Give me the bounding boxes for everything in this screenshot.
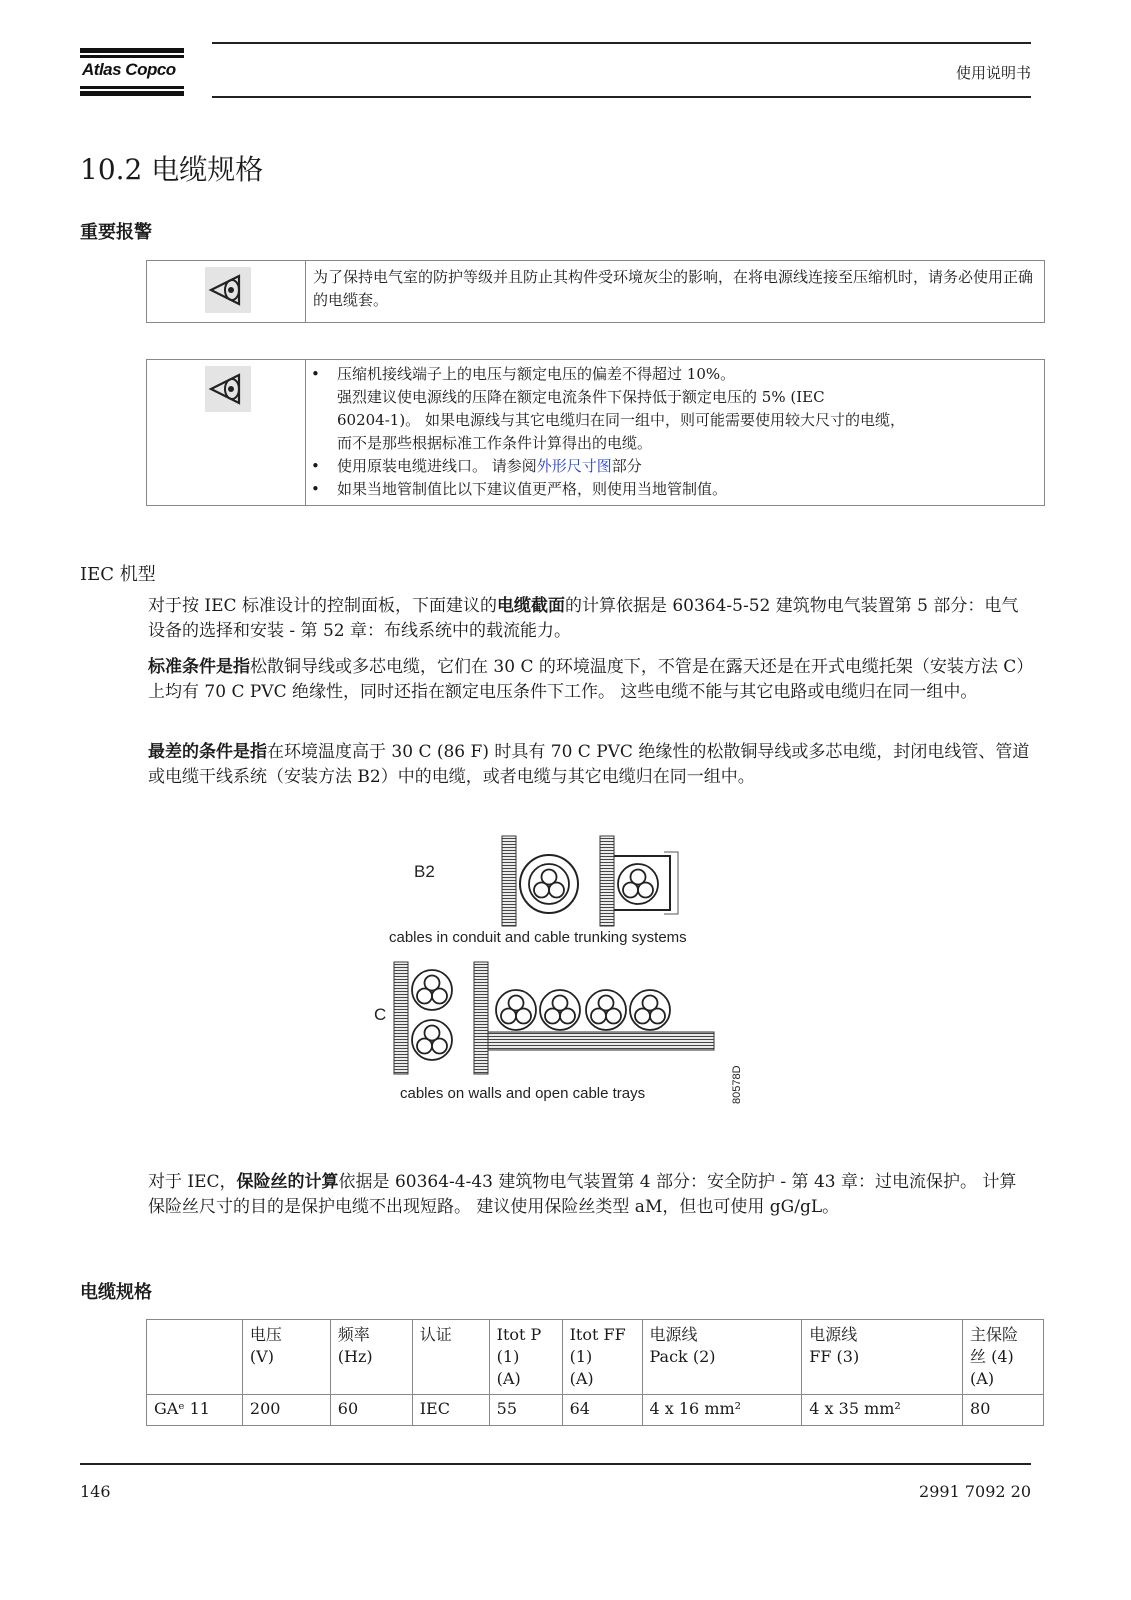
column-header-frequency: 频率 (Hz) (330, 1320, 412, 1395)
warning-eye-icon (205, 267, 251, 313)
cell-main-fuse: 80 (963, 1395, 1044, 1426)
cell-frequency: 60 (330, 1395, 412, 1426)
page-number: 146 (80, 1482, 111, 1501)
figure-label-b2: B2 (414, 862, 435, 881)
column-header-certification: 认证 (412, 1320, 489, 1395)
cell-model: GAᵉ 11 (147, 1395, 243, 1426)
table-header-row (147, 1320, 1044, 1395)
list-item: • 压缩机接线端子上的电压与额定电压的偏差不得超过 10%。 (305, 363, 1038, 386)
column-header-voltage: 电压 (V) (242, 1320, 330, 1395)
figure-caption-b2: cables in conduit and cable trunking systems (389, 929, 687, 946)
installation-method-figure (372, 828, 752, 1110)
atlas-copco-logo (80, 48, 184, 98)
figure-label-c: C (374, 1005, 387, 1024)
header-rule-bottom (212, 96, 1031, 98)
section-title: 10.2 电缆规格 (80, 153, 264, 186)
notice-box-2 (146, 359, 1045, 506)
dimension-drawing-link[interactable]: 外形尺寸图 (536, 457, 612, 475)
logo-text: Atlas Copco (82, 60, 176, 79)
warning-eye-icon (205, 366, 251, 412)
notice-list (305, 363, 1038, 501)
list-item-continuation: 60204-1)。 如果电源线与其它电缆归在同一组中，则可能需要使用较大尺寸的电缆， (337, 411, 905, 429)
list-item-continuation: 强烈建议使电源线的压降在额定电流条件下保持低于额定电压的 5% (IEC (337, 388, 825, 406)
iec-paragraph-2: 标准条件是指松散铜导线或多芯电缆，它们在 30 C 的环境温度下，不管是在露天还是在开式电缆托架（安装方法 C）上均有 70 C PVC 绝缘性，同时还指在额定电压条件下工作。 这些电缆不能与其它电路或电缆归在同一组中。 (148, 657, 1025, 702)
column-header-itot-p: Itot P (1) (A) (489, 1320, 562, 1395)
cell-supply-ff: 4 x 35 mm² (802, 1395, 963, 1426)
important-heading: 重要报警 (80, 222, 152, 243)
figure-code: 80578D (731, 1065, 743, 1104)
cell-supply-pack: 4 x 16 mm² (642, 1395, 802, 1426)
list-item: • 如果当地管制值比以下建议值更严格，则使用当地管制值。 (305, 478, 1038, 501)
cell-itot-ff: 64 (562, 1395, 642, 1426)
iec-paragraph-3: 最差的条件是指在环境温度高于 30 C (86 F) 时具有 70 C PVC 绝缘性的松散铜导线或多芯电缆，封闭电线管、管道或电缆干线系统（安装方法 B2）中的电缆，或者电缆与其它电缆归在同一组中。 (148, 742, 1030, 787)
figure-caption-c: cables on walls and open cable trays (400, 1085, 646, 1102)
column-header-main-fuse: 主保险 丝 (4) (A) (963, 1320, 1044, 1395)
header-rule-top (212, 42, 1031, 44)
document-number: 2991 7092 20 (919, 1482, 1031, 1501)
column-header-supply-ff: 电源线 FF (3) (802, 1320, 963, 1395)
iec-heading: IEC 机型 (80, 564, 156, 585)
footer-rule (80, 1463, 1031, 1465)
table-row (147, 1395, 1044, 1426)
column-header (147, 1320, 243, 1395)
column-header-supply-pack: 电源线 Pack (2) (642, 1320, 802, 1395)
iec-paragraph-4: 对于 IEC，保险丝的计算依据是 60364-4-43 建筑物电气装置第 4 部分：安全防护 - 第 43 章：过电流保护。 计算保险丝尺寸的目的是保护电缆不出现短路。 建议使用保险丝类型 aM，但也可使用 gG/gL。 (148, 1172, 1017, 1217)
cable-spec-table (146, 1319, 1044, 1426)
iec-paragraph-1: 对于按 IEC 标准设计的控制面板，下面建议的电缆截面的计算依据是 60364-5-52 建筑物电气装置第 5 部分：电气设备的选择和安装 - 第 52 章：布线系统中的载流能力。 (148, 596, 1019, 641)
document-type: 使用说明书 (955, 64, 1031, 82)
list-item: • 使用原装电缆进线口。 请参阅外形尺寸图部分 (305, 455, 1038, 478)
cell-certification: IEC (412, 1395, 489, 1426)
notice-box-1 (146, 260, 1045, 323)
cell-voltage: 200 (242, 1395, 330, 1426)
notice-text-1: 为了保持电气室的防护等级并且防止其构件受环境灰尘的影响，在将电源线连接至压缩机时，请务必使用正确的电缆套。 (313, 268, 1034, 309)
column-header-itot-ff: Itot FF (1) (A) (562, 1320, 642, 1395)
cell-itot-p: 55 (489, 1395, 562, 1426)
cable-spec-heading: 电缆规格 (80, 1282, 152, 1303)
list-item-continuation: 而不是那些根据标准工作条件计算得出的电缆。 (337, 434, 653, 452)
